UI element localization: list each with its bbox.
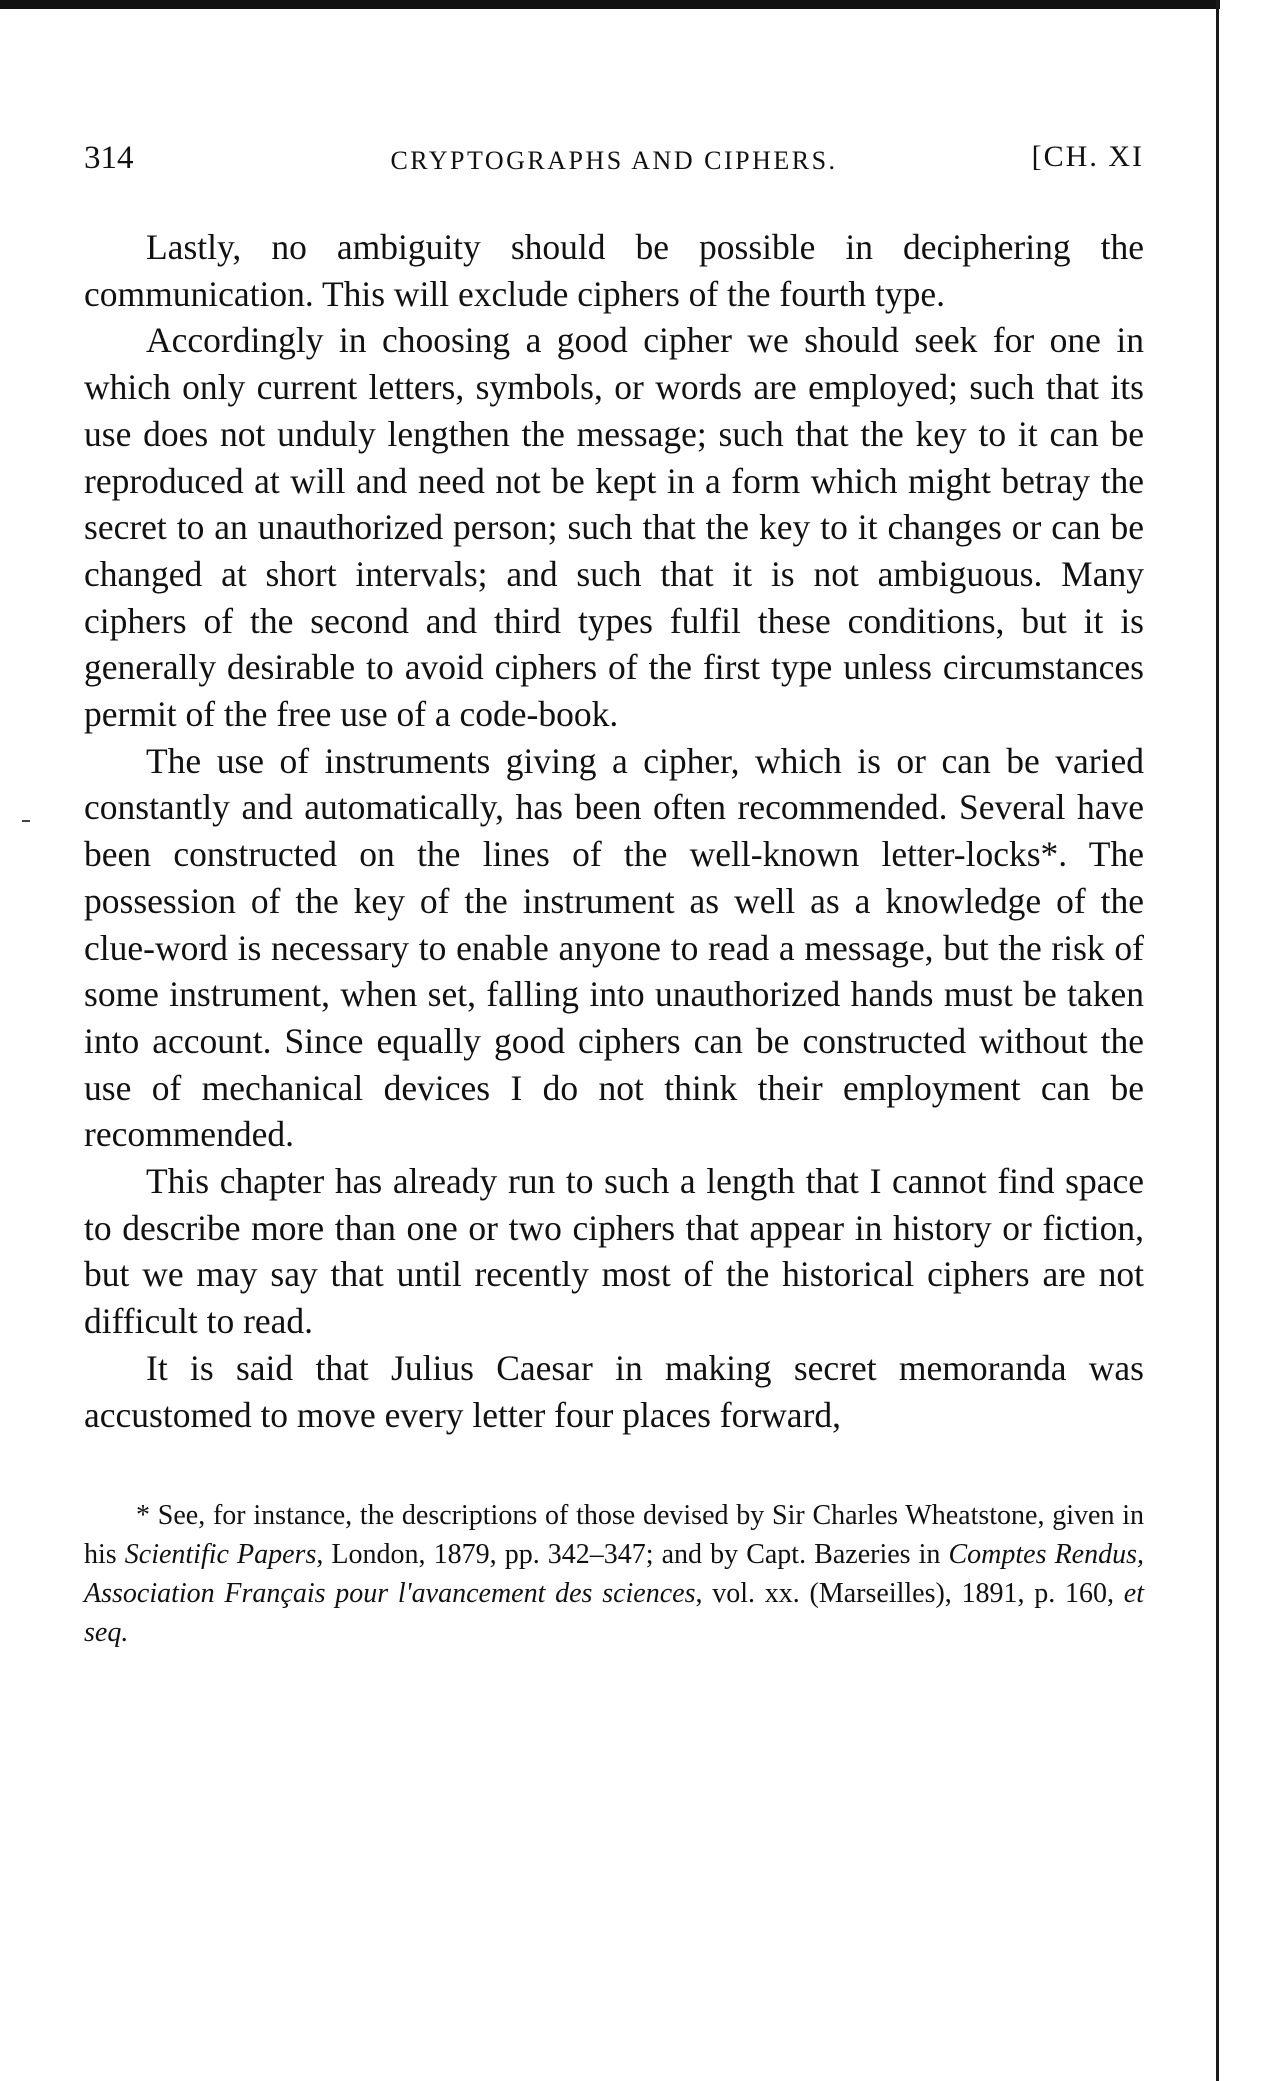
running-header xyxy=(84,140,1144,186)
chapter-label: [CH. XI xyxy=(1031,140,1144,173)
footnote-citation: Comptes Rendus, Association Français pour l'avancement des sciences xyxy=(84,1539,1145,1610)
footnote-text: , London, 1879, pp. 342–347; and by Capt. Bazeries in xyxy=(316,1539,949,1571)
paragraph: This chapter has already run to such a length that I cannot find space to describe more than one or two ciphers that appear in history or fiction, but we may say that until recently most of the historical ciphers are not difficult to read. xyxy=(84,1161,1144,1342)
book-page xyxy=(84,140,1144,1652)
body-text xyxy=(84,224,1144,1438)
footnote-citation: et seq. xyxy=(84,1578,1145,1649)
binding-edge-line xyxy=(1216,0,1219,2081)
footnote-text: , vol. xx. (Marseilles), 1891, p. 160, xyxy=(695,1578,1124,1610)
footnote xyxy=(84,1496,1144,1652)
footnote-text: See, for instance, the descriptions of those devised by Sir Charles Wheatstone, given in his xyxy=(84,1500,1144,1571)
paragraph: The use of instruments giving a cipher, which is or can be varied constantly and automatically, has been often recommended. Several have been constructed on the lines of the well-known letter-locks*. The possession of the key of the instrument as well as a knowledge of the clue-word is necessary to enable anyone to read a message, but the risk of some instrument, when set, falling into unauthorized hands must be taken into account. Since equally good ciphers can be constructed without the use of mechanical devices I do not think their employment can be recommended. xyxy=(84,740,1144,1155)
footnote-marker: * xyxy=(136,1500,150,1532)
page-number: 314 xyxy=(84,140,134,176)
paragraph: Lastly, no ambiguity should be possible in deciphering the communication. This will exclude ciphers of the fourth type. xyxy=(84,227,1144,314)
scan-speck xyxy=(22,820,30,822)
paragraph: It is said that Julius Caesar in making secret memoranda was accustomed to move every letter four places forward, xyxy=(84,1347,1144,1435)
running-title: CRYPTOGRAPHS AND CIPHERS. xyxy=(390,146,838,175)
scan-top-border xyxy=(0,0,1220,9)
paragraph: Accordingly in choosing a good cipher we should seek for one in which only current letters, symbols, or words are employed; such that its use does not unduly lengthen the message; such that the key to it can be reproduced at will and need not be kept in a form which might betray the secret to an unauthorized person; such that the key to it changes or can be changed at short intervals; and such that it is not ambiguous. Many ciphers of the second and third types fulfil these conditions, but it is generally desirable to avoid ciphers of the first type unless circumstances permit of the free use of a code-book. xyxy=(84,320,1144,735)
footnote-citation: Scientific Papers xyxy=(124,1539,317,1571)
